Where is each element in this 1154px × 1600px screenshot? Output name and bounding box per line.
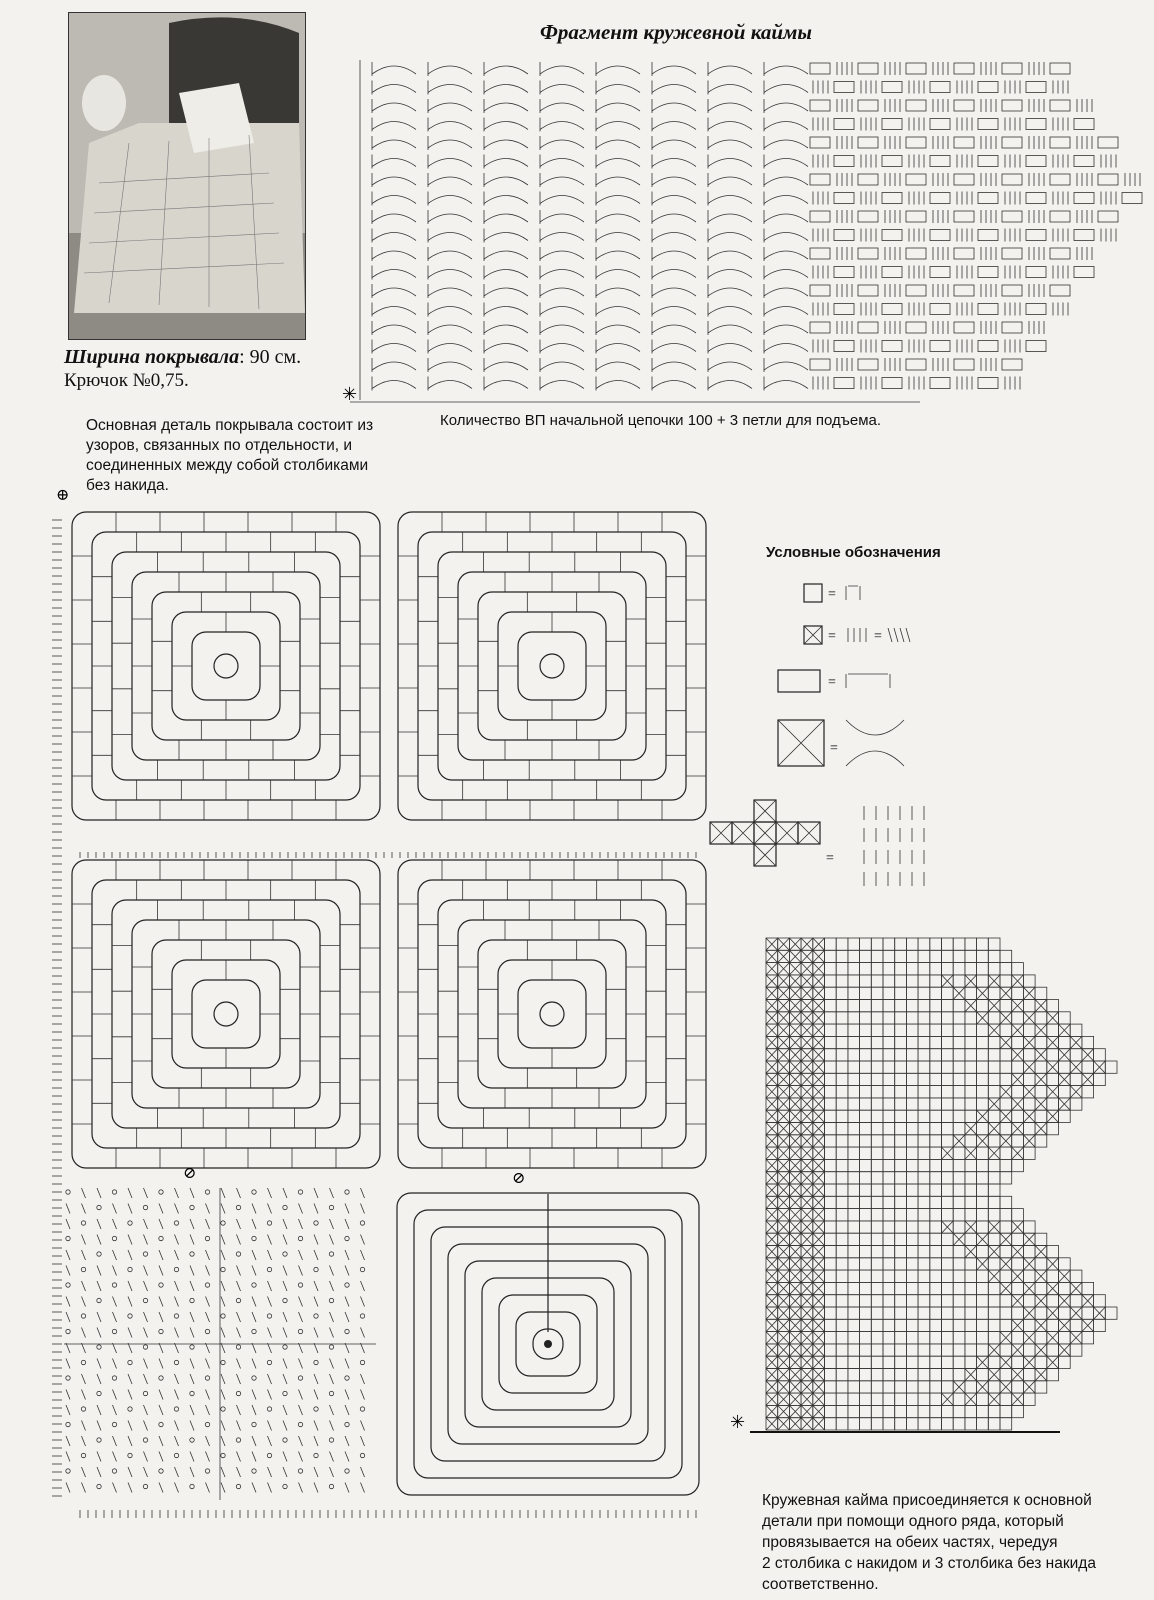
intro-line: соединенных между собой столбиками bbox=[86, 457, 369, 474]
svg-text:=: = bbox=[828, 675, 836, 690]
intro-line: без накида. bbox=[86, 477, 169, 494]
row-start-marker: ⊕ bbox=[56, 487, 70, 504]
filet-edging-grid bbox=[750, 938, 1117, 1432]
svg-text:=: = bbox=[828, 587, 836, 602]
end-marker-spiral: ⊘ bbox=[512, 1170, 526, 1187]
intro-line: узоров, связанных по отдельности, и bbox=[86, 437, 353, 454]
motif-squares bbox=[52, 512, 706, 1518]
lace-edging-chart bbox=[350, 60, 1142, 402]
start-marker-top: ✳ bbox=[342, 384, 358, 404]
start-marker-filet: ✳ bbox=[730, 1412, 746, 1432]
svg-text:=: = bbox=[828, 629, 836, 644]
join-note-line: детали при помощи одного ряда, который bbox=[762, 1513, 1064, 1530]
spiral-motif-chart bbox=[397, 1193, 699, 1495]
width-label: Ширина покрывала bbox=[64, 346, 240, 368]
legend-symbols bbox=[710, 584, 924, 886]
join-note-line: провязывается на обеих частях, чередуя bbox=[762, 1534, 1058, 1551]
intro-line: Основная деталь покрывала состоит из bbox=[86, 417, 374, 434]
hook-size: Крючок №0,75. bbox=[64, 370, 189, 391]
svg-text:=: = bbox=[826, 851, 834, 866]
join-note-line: 2 столбика с накидом и 3 столбика без накида bbox=[762, 1555, 1096, 1572]
width-value: : 90 см. bbox=[239, 346, 302, 368]
join-note-line: соответственно. bbox=[762, 1576, 879, 1593]
page-title: Фрагмент кружевной каймы bbox=[540, 20, 812, 44]
legend-title: Условные обозначения bbox=[766, 544, 941, 561]
motif-stitch-chart bbox=[64, 1188, 376, 1500]
join-note-line: Кружевная кайма присоединяется к основной bbox=[762, 1492, 1092, 1509]
end-marker-left: ⊘ bbox=[183, 1165, 197, 1182]
svg-text:=: = bbox=[830, 741, 838, 756]
chain-count-note: Количество ВП начальной цепочки 100 + 3 петли для подъема. bbox=[440, 412, 882, 429]
svg-text:=: = bbox=[874, 629, 882, 644]
